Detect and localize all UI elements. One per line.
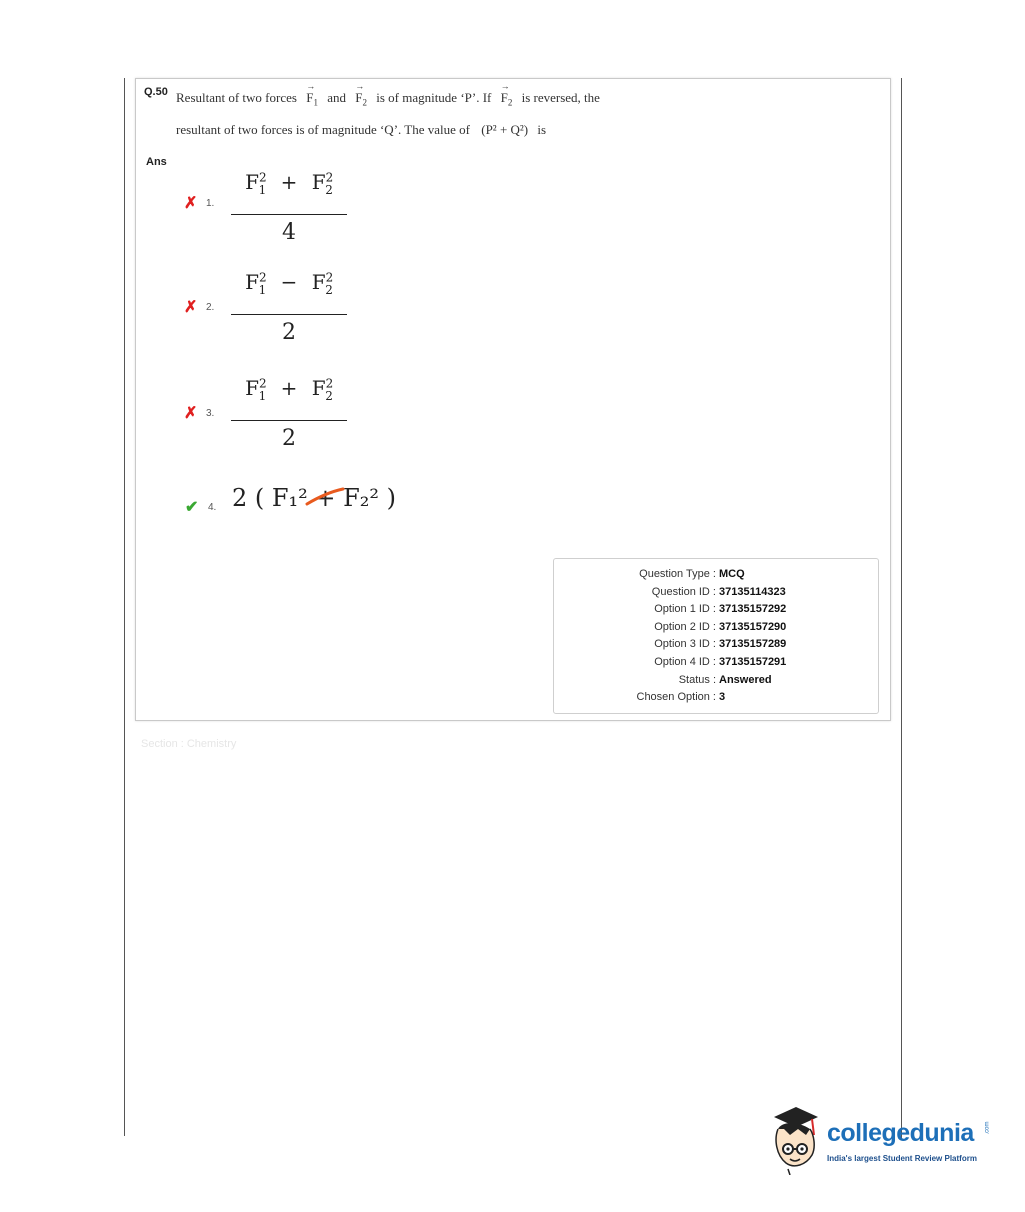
meta-label: Status : — [678, 674, 716, 686]
meta-label: Option 2 ID : — [654, 621, 716, 633]
cross-icon: ✗ — [184, 405, 198, 422]
question-expression: (P² + Q²) — [481, 122, 529, 137]
option-number: 2. — [206, 302, 215, 313]
handwritten-annotation-stroke — [305, 486, 345, 508]
brand-tagline: India's largest Student Review Platform — [827, 1154, 977, 1163]
vector-f2: → $F_2$ — [355, 81, 367, 108]
checkmark-icon: ✔ — [185, 499, 199, 516]
meta-value: 3 — [719, 691, 726, 703]
fraction-numerator: $F^2_1 + F^2_2$ — [245, 170, 334, 197]
question-text-part: is of magnitude ‘P’. If — [376, 90, 492, 105]
option-number: 4. — [208, 502, 217, 513]
answer-label: Ans — [146, 156, 167, 168]
meta-value: 37135157292 — [719, 603, 787, 615]
faded-section-label: Section : Chemistry — [141, 738, 237, 750]
meta-value: 37135157290 — [719, 621, 787, 633]
question-line-2 — [176, 122, 546, 138]
cross-icon: ✗ — [184, 299, 198, 316]
brand-domain: .com — [984, 1121, 991, 1135]
fraction-numerator: $F^2_1 - F^2_2$ — [245, 270, 334, 297]
meta-label: Option 3 ID : — [654, 638, 716, 650]
question-number: Q.50 — [144, 86, 168, 98]
page-right-border — [901, 78, 902, 1138]
meta-value: 37135157289 — [719, 638, 787, 650]
meta-label: Question Type : — [639, 568, 716, 580]
meta-value: 37135157291 — [719, 656, 787, 668]
fraction-bar — [231, 420, 347, 421]
question-text-part: is — [537, 122, 547, 137]
question-metadata-panel — [553, 558, 879, 714]
brand-name: collegedunia — [827, 1119, 974, 1147]
fraction-denominator: 2 — [282, 320, 296, 345]
meta-label: Option 4 ID : — [654, 656, 716, 668]
fraction-numerator: $F^2_1 + F^2_2$ — [245, 376, 334, 403]
meta-label: Chosen Option : — [636, 691, 716, 703]
option-number: 3. — [206, 408, 215, 419]
vector-f2-reversed: → $F_2$ — [500, 81, 513, 108]
question-text-part: is reversed, the — [521, 90, 600, 105]
meta-label: Question ID : — [651, 586, 716, 598]
fraction-bar — [231, 214, 347, 215]
vector-f1: → $F_1$ — [306, 81, 318, 108]
fraction-denominator: 4 — [282, 220, 296, 245]
fraction-bar — [231, 314, 347, 315]
meta-value: MCQ — [719, 568, 745, 580]
option-4-expression: 2 ( F₁² + F₂² ) — [232, 484, 397, 512]
collegedunia-logo — [768, 1105, 993, 1175]
mascot-icon — [768, 1105, 826, 1175]
question-text-part: and — [327, 90, 346, 105]
fraction-denominator: 2 — [282, 426, 296, 451]
option-number: 1. — [206, 198, 215, 209]
question-text-part: Resultant of two forces — [176, 90, 297, 105]
page-left-border — [124, 78, 125, 1136]
question-text-part: resultant of two forces is of magnitude ‘Q’. The value of — [176, 122, 470, 137]
meta-value: Answered — [719, 674, 772, 686]
meta-value: 37135114323 — [719, 586, 786, 598]
question-line-1 — [176, 81, 600, 108]
cross-icon: ✗ — [184, 195, 198, 212]
meta-label: Option 1 ID : — [654, 603, 716, 615]
